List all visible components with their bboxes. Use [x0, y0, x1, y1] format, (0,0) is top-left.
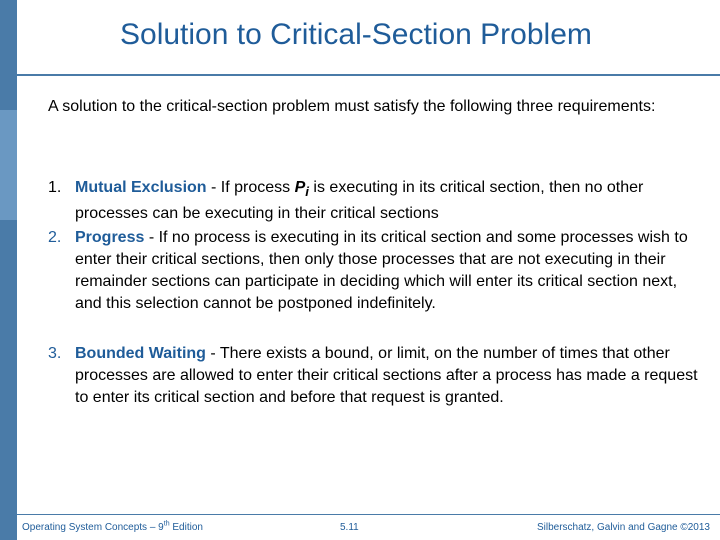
requirement-text: - There exists a bound, or limit, on the number of times that other processes are allowed to enter their critical sections after a process has made a request to enter its critical section and before that request is granted. [75, 345, 698, 406]
requirement-bounded-waiting [48, 343, 707, 409]
requirement-progress [48, 227, 707, 315]
requirement-name: Bounded Waiting [75, 345, 206, 362]
process-variable: P [294, 179, 306, 196]
footer-copyright: Silberschatz, Galvin and Gagne ©2013 [536, 522, 710, 533]
requirement-text-part: - If process [206, 179, 295, 196]
title-divider [17, 74, 720, 76]
intro-paragraph: A solution to the critical-section problem must satisfy the following three requirements: [48, 98, 656, 115]
footer-book-title [22, 522, 203, 533]
requirement-text: - If no process is executing in its critical section and some processes wish to enter their critical sections, then only those processes that are not executing in their remainder sections can participate in deciding which will enter its critical section next, and this selection cannot be postponed indefinitely. [75, 229, 688, 312]
slide-title: Solution to Critical-Section Problem [120, 18, 592, 51]
side-bar-accent [0, 110, 17, 220]
requirement-number: 1. [48, 179, 62, 196]
footer-edition-sup: th [163, 520, 170, 528]
process-variable-subscript: i [305, 184, 309, 200]
requirement-name: Mutual Exclusion [75, 179, 207, 196]
footer-book-title-suffix: Edition [169, 522, 203, 533]
footer-divider [17, 514, 720, 515]
requirement-text-part: is executing in its critical section, then no other processes can be executing in their critical sections [75, 179, 644, 223]
requirement-name: Progress [75, 229, 145, 246]
footer-book-title-text: Operating System Concepts – 9 [22, 522, 164, 533]
footer-slide-number: 5.11 [340, 522, 359, 533]
requirement-number: 3. [48, 345, 62, 362]
side-bar [0, 0, 17, 540]
requirement-number: 2. [48, 229, 62, 246]
requirement-mutual-exclusion [48, 177, 707, 225]
